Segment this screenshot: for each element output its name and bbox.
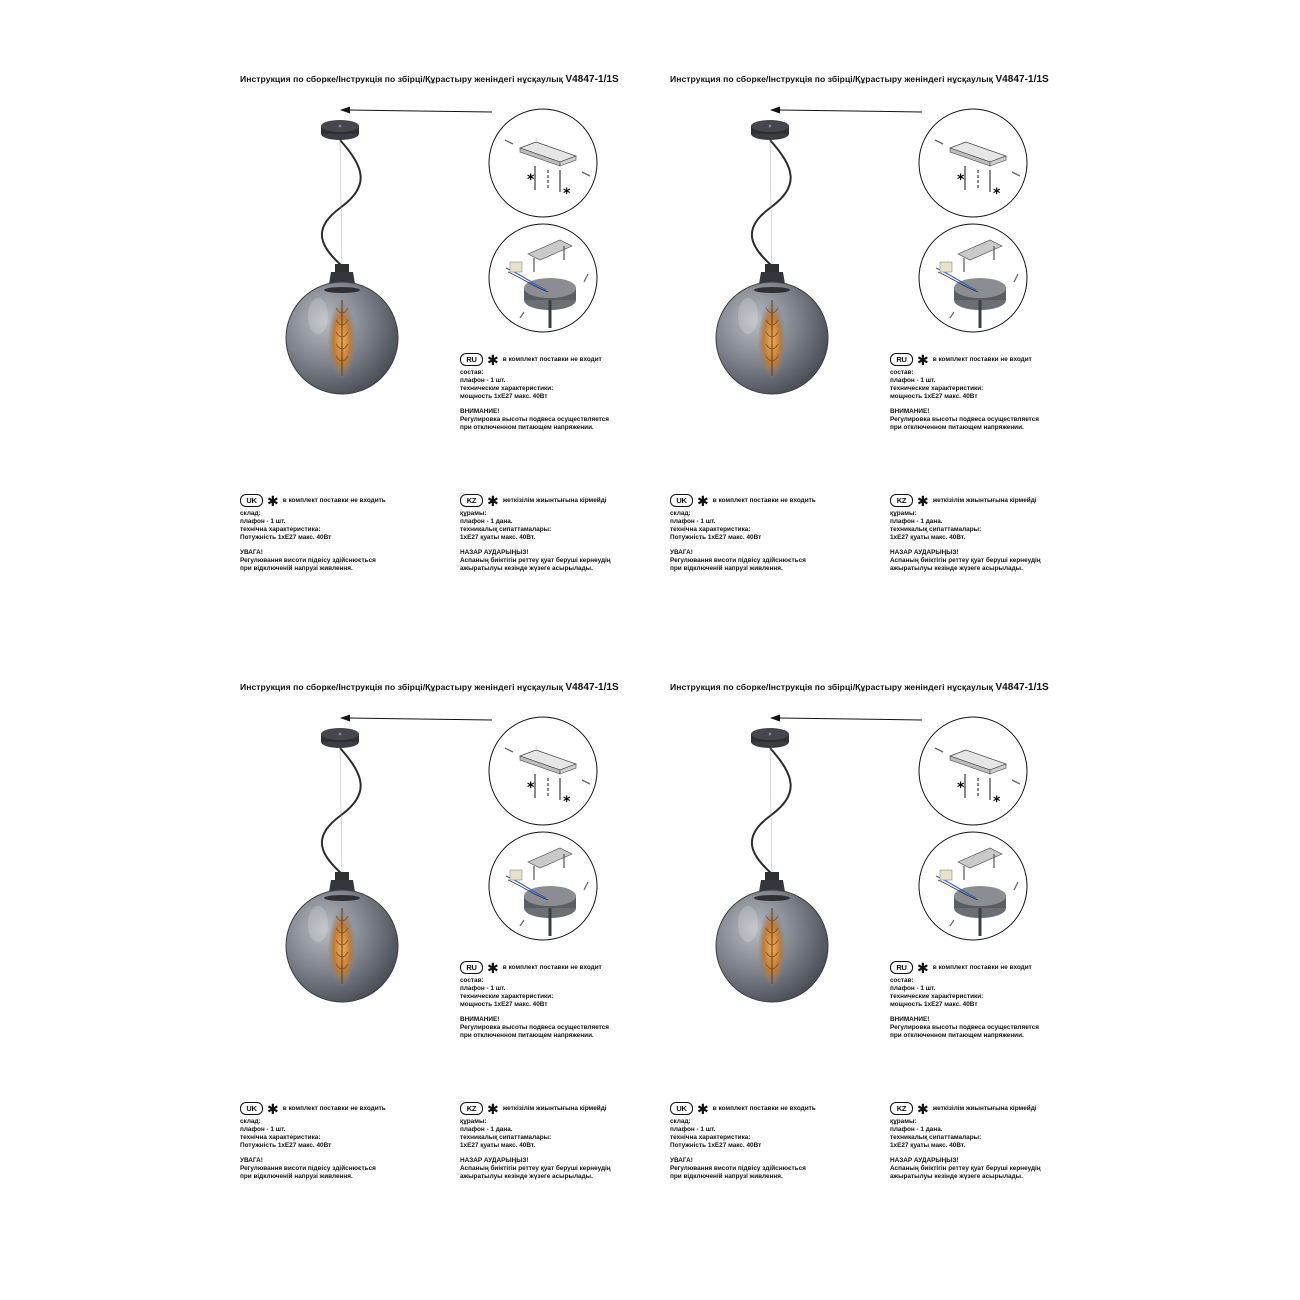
ru-line: плафон - 1 шт. [460, 985, 506, 992]
glass-globe [286, 890, 398, 1002]
ru-info-block [890, 353, 1039, 432]
ru-line: плафон - 1 шт. [890, 985, 936, 992]
uk-warning-line: при відключеній напрузі живлення. [240, 565, 353, 572]
ceiling-canopy [321, 728, 359, 748]
kz-info-block [890, 1102, 1041, 1181]
model-number: V4847-1/1S [995, 74, 1049, 85]
kz-info-block [890, 494, 1041, 573]
glass-globe [716, 282, 828, 394]
kz-warning-line: Аспаның биіктігін реттеу қуат беруші кернеудің [460, 557, 611, 564]
uk-line: Потужність 1хЕ27 макс. 40Вт [240, 1142, 332, 1149]
detail-bracket-mounting [489, 717, 597, 825]
kz-line: құрамы: [890, 510, 917, 517]
ru-line: технические характеристики: [890, 385, 984, 392]
instruction-panel [230, 676, 670, 1236]
suspension-cable [322, 748, 361, 874]
ru-line: плафон - 1 шт. [460, 377, 506, 384]
ru-line: состав: [460, 369, 484, 376]
detail-wiring-canopy [919, 224, 1027, 332]
uk-language-badge: UK [240, 494, 263, 507]
uk-info-block [670, 494, 816, 573]
kz-warning-title: НАЗАР АУДАРЫҢЫЗ! [890, 549, 959, 556]
uk-line: склад: [240, 510, 261, 517]
title-text: Инструкция по сборке/Інструкція по збірці/Құрастыру женіндегі нұсқаулық [240, 74, 563, 84]
kz-warning-line: ажыратылуы кезінде жүзеге асырылады. [890, 1173, 1023, 1180]
svg-text:*: * [527, 780, 535, 796]
ru-warning-title: ВНИМАНИЕ! [460, 1016, 500, 1023]
kz-line: техникалық сипаттамалары: [460, 1134, 552, 1141]
uk-line: технічна характеристика: [670, 1134, 751, 1141]
uk-line: технічна характеристика: [240, 526, 321, 533]
kz-warning-line: ажыратылуы кезінде жүзеге асырылады. [460, 1173, 593, 1180]
asterisk-icon: ✱ [917, 492, 929, 509]
title-text: Инструкция по сборке/Інструкція по збірці/Құрастыру женіндегі нұсқаулық [670, 74, 993, 84]
uk-language-badge: UK [670, 494, 693, 507]
kz-line: құрамы: [460, 1118, 487, 1125]
glass-globe [286, 282, 398, 394]
svg-text:*: * [527, 172, 535, 188]
title-text: Инструкция по сборке/Інструкція по збірці/Құрастыру женіндегі нұсқаулық [670, 682, 993, 692]
kz-note: жеткізілім жиынтығына кірмейді [502, 496, 607, 504]
ru-warning-line: Регулировка высоты подвеса осуществляется [890, 416, 1040, 423]
uk-note: в комплект поставки не входить [712, 1104, 816, 1112]
ru-info-block [460, 353, 609, 432]
instruction-panel [660, 68, 1100, 628]
kz-warning-title: НАЗАР АУДАРЫҢЫЗ! [460, 549, 529, 556]
instruction-panel [230, 68, 670, 628]
uk-line: Потужність 1хЕ27 макс. 40Вт [670, 1142, 762, 1149]
title-text: Инструкция по сборке/Інструкція по збірці/Құрастыру женіндегі нұсқаулық [240, 682, 563, 692]
detail-bracket-mounting [919, 717, 1027, 825]
ru-language-badge: RU [890, 961, 913, 974]
kz-info-block [460, 494, 611, 573]
svg-text:*: * [993, 186, 1001, 202]
uk-warning-title: УВАГА! [240, 1157, 263, 1164]
uk-info-block [240, 1102, 386, 1181]
asterisk-icon: ✱ [267, 492, 279, 509]
ru-note: в комплект поставки не входит [932, 963, 1032, 971]
kz-line: құрамы: [460, 510, 487, 517]
uk-warning-title: УВАГА! [240, 549, 263, 556]
kz-info-block [460, 1102, 611, 1181]
svg-text:*: * [563, 794, 571, 810]
ru-warning-line: при отключенном питающем напряжении. [460, 1032, 594, 1039]
uk-warning-line: при відключеній напрузі живлення. [670, 1173, 783, 1180]
kz-line: 1хЕ27 қуаты макс. 40Вт. [460, 1142, 536, 1149]
uk-note: в комплект поставки не входить [712, 496, 816, 504]
kz-language-badge: KZ [460, 1102, 483, 1115]
asterisk-icon: ✱ [487, 492, 499, 509]
kz-language-badge: KZ [890, 494, 913, 507]
ru-language-badge: RU [460, 961, 483, 974]
kz-line: плафон - 1 дана. [460, 518, 513, 525]
kz-warning-line: Аспаның биіктігін реттеу қуат беруші кернеудің [890, 1165, 1041, 1172]
ru-line: мощность 1хЕ27 макс. 40Вт [460, 393, 548, 400]
uk-line: технічна характеристика: [670, 526, 751, 533]
ru-warning-title: ВНИМАНИЕ! [890, 408, 930, 415]
model-number: V4847-1/1S [565, 682, 619, 693]
kz-warning-line: ажыратылуы кезінде жүзеге асырылады. [890, 565, 1023, 572]
model-number: V4847-1/1S [565, 74, 619, 85]
svg-text:*: * [563, 186, 571, 202]
ceiling-canopy [751, 120, 789, 140]
ru-note: в комплект поставки не входит [502, 355, 602, 363]
asterisk-icon: ✱ [697, 492, 709, 509]
kz-line: техникалық сипаттамалары: [890, 1134, 982, 1141]
ru-line: технические характеристики: [890, 993, 984, 1000]
ru-line: состав: [460, 977, 484, 984]
uk-note: в комплект поставки не входить [282, 1104, 386, 1112]
asterisk-icon: ✱ [487, 351, 499, 368]
asterisk-icon: ✱ [917, 351, 929, 368]
suspension-cable [752, 748, 791, 874]
ru-language-badge: RU [460, 353, 483, 366]
ru-warning-line: Регулировка высоты подвеса осуществляется [460, 416, 610, 423]
ru-line: мощность 1хЕ27 макс. 40Вт [460, 1001, 548, 1008]
kz-warning-title: НАЗАР АУДАРЫҢЫЗ! [460, 1157, 529, 1164]
ru-line: мощность 1хЕ27 макс. 40Вт [890, 393, 978, 400]
ru-line: плафон - 1 шт. [890, 377, 936, 384]
uk-line: технічна характеристика: [240, 1134, 321, 1141]
uk-warning-line: Регулювання висоти підвісу здійснюється [240, 557, 376, 564]
ru-note: в комплект поставки не входит [502, 963, 602, 971]
ru-line: состав: [890, 977, 914, 984]
kz-line: құрамы: [890, 1118, 917, 1125]
uk-warning-title: УВАГА! [670, 1157, 693, 1164]
kz-line: 1хЕ27 қуаты макс. 40Вт. [890, 534, 966, 541]
ceiling-canopy [321, 120, 359, 140]
svg-text:*: * [957, 780, 965, 796]
ru-warning-line: при отключенном питающем напряжении. [890, 1032, 1024, 1039]
uk-line: плафон - 1 шт. [240, 518, 286, 525]
kz-note: жеткізілім жиынтығына кірмейді [932, 496, 1037, 504]
ru-language-badge: RU [890, 353, 913, 366]
uk-line: Потужність 1хЕ27 макс. 40Вт [670, 534, 762, 541]
uk-language-badge: UK [240, 1102, 263, 1115]
arrow-pointer [340, 107, 492, 114]
arrow-pointer [340, 715, 492, 722]
detail-wiring-canopy [489, 832, 597, 940]
kz-note: жеткізілім жиынтығына кірмейді [932, 1104, 1037, 1112]
model-number: V4847-1/1S [995, 682, 1049, 693]
kz-warning-line: ажыратылуы кезінде жүзеге асырылады. [460, 565, 593, 572]
asterisk-icon: ✱ [267, 1100, 279, 1117]
kz-line: 1хЕ27 қуаты макс. 40Вт. [890, 1142, 966, 1149]
uk-warning-line: Регулювання висоти підвісу здійснюється [670, 557, 806, 564]
ru-line: мощность 1хЕ27 макс. 40Вт [890, 1001, 978, 1008]
asterisk-icon: ✱ [697, 1100, 709, 1117]
kz-line: 1хЕ27 қуаты макс. 40Вт. [460, 534, 536, 541]
svg-text:*: * [957, 172, 965, 188]
uk-line: плафон - 1 шт. [670, 1126, 716, 1133]
arrow-pointer [770, 715, 922, 722]
ru-warning-title: ВНИМАНИЕ! [890, 1016, 930, 1023]
uk-line: склад: [240, 1118, 261, 1125]
kz-line: плафон - 1 дана. [890, 518, 943, 525]
kz-line: плафон - 1 дана. [460, 1126, 513, 1133]
ru-note: в комплект поставки не входит [932, 355, 1032, 363]
kz-warning-line: Аспаның биіктігін реттеу қуат беруші кернеудің [460, 1165, 611, 1172]
ru-info-block [460, 961, 609, 1040]
uk-line: склад: [670, 510, 691, 517]
ru-warning-title: ВНИМАНИЕ! [460, 408, 500, 415]
instruction-panel [660, 676, 1100, 1236]
suspension-cable [322, 140, 361, 266]
ru-warning-line: при отключенном питающем напряжении. [460, 424, 594, 431]
ru-warning-line: при отключенном питающем напряжении. [890, 424, 1024, 431]
uk-line: плафон - 1 шт. [240, 1126, 286, 1133]
kz-note: жеткізілім жиынтығына кірмейді [502, 1104, 607, 1112]
uk-warning-line: при відключеній напрузі живлення. [240, 1173, 353, 1180]
kz-language-badge: KZ [890, 1102, 913, 1115]
suspension-cable [752, 140, 791, 266]
uk-language-badge: UK [670, 1102, 693, 1115]
svg-text:*: * [993, 794, 1001, 810]
kz-line: техникалық сипаттамалары: [460, 526, 552, 533]
uk-warning-line: при відключеній напрузі живлення. [670, 565, 783, 572]
uk-info-block [670, 1102, 816, 1181]
uk-info-block [240, 494, 386, 573]
uk-line: склад: [670, 1118, 691, 1125]
asterisk-icon: ✱ [487, 959, 499, 976]
ceiling-canopy [751, 728, 789, 748]
asterisk-icon: ✱ [917, 1100, 929, 1117]
kz-line: плафон - 1 дана. [890, 1126, 943, 1133]
kz-warning-title: НАЗАР АУДАРЫҢЫЗ! [890, 1157, 959, 1164]
detail-bracket-mounting [489, 109, 597, 217]
uk-line: Потужність 1хЕ27 макс. 40Вт [240, 534, 332, 541]
uk-warning-line: Регулювання висоти підвісу здійснюється [240, 1165, 376, 1172]
uk-note: в комплект поставки не входить [282, 496, 386, 504]
asterisk-icon: ✱ [487, 1100, 499, 1117]
ru-line: технические характеристики: [460, 993, 554, 1000]
ru-line: технические характеристики: [460, 385, 554, 392]
detail-wiring-canopy [919, 832, 1027, 940]
asterisk-icon: ✱ [917, 959, 929, 976]
glass-globe [716, 890, 828, 1002]
uk-warning-line: Регулювання висоти підвісу здійснюється [670, 1165, 806, 1172]
arrow-pointer [770, 107, 922, 114]
uk-line: плафон - 1 шт. [670, 518, 716, 525]
detail-bracket-mounting [919, 109, 1027, 217]
ru-info-block [890, 961, 1039, 1040]
ru-warning-line: Регулировка высоты подвеса осуществляется [460, 1024, 610, 1031]
kz-language-badge: KZ [460, 494, 483, 507]
detail-wiring-canopy [489, 224, 597, 332]
ru-line: состав: [890, 369, 914, 376]
uk-warning-title: УВАГА! [670, 549, 693, 556]
kz-line: техникалық сипаттамалары: [890, 526, 982, 533]
kz-warning-line: Аспаның биіктігін реттеу қуат беруші кернеудің [890, 557, 1041, 564]
ru-warning-line: Регулировка высоты подвеса осуществляется [890, 1024, 1040, 1031]
